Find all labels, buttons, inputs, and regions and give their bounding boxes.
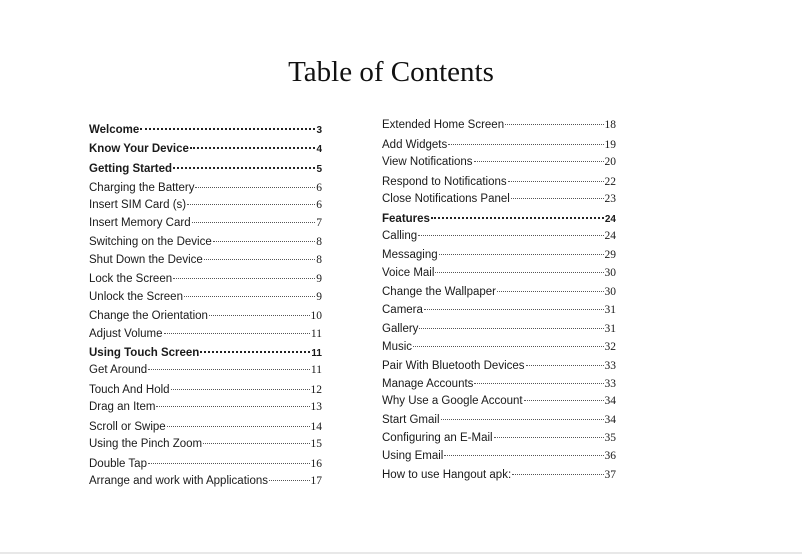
dot-leader	[167, 426, 310, 427]
page-title: Table of Contents	[288, 56, 494, 88]
dot-leader	[195, 187, 315, 188]
toc-entry[interactable]	[89, 162, 322, 177]
toc-entry-page-number: 34	[604, 414, 616, 426]
dot-leader	[173, 167, 315, 169]
toc-entry-page-number: 6	[316, 199, 322, 211]
toc-entry-label: Music	[382, 341, 413, 353]
toc-entry[interactable]	[382, 192, 616, 206]
dot-leader	[512, 474, 603, 475]
toc-entry-label: Gallery	[382, 323, 419, 335]
toc-entry-label: Shut Down the Device	[89, 254, 203, 266]
dot-leader	[184, 296, 315, 297]
dot-leader	[505, 124, 603, 125]
toc-entry-page-number: 36	[604, 450, 616, 462]
dot-leader	[187, 204, 315, 205]
dot-leader	[204, 259, 315, 260]
toc-entry-label: Switching on the Device	[89, 236, 212, 248]
toc-entry-page-number: 11	[310, 364, 322, 376]
dot-leader	[511, 198, 604, 199]
toc-entry-label: Welcome	[89, 124, 140, 136]
toc-entry-label: Drag an Item	[89, 401, 156, 413]
dot-leader	[190, 147, 316, 149]
toc-entry-label: Double Tap	[89, 458, 147, 470]
dot-leader	[497, 291, 603, 292]
toc-entry-page-number: 23	[604, 193, 616, 205]
dot-leader	[435, 272, 603, 273]
toc-entry-page-number: 30	[604, 286, 616, 298]
toc-entry-page-number: 8	[316, 236, 322, 248]
toc-entry[interactable]	[89, 181, 322, 195]
toc-entry[interactable]	[382, 175, 616, 189]
toc-entry[interactable]	[89, 198, 322, 212]
dot-leader	[418, 235, 603, 236]
toc-entry-label: Insert Memory Card	[89, 217, 191, 229]
toc-entry[interactable]	[89, 327, 322, 341]
dot-leader	[209, 315, 310, 316]
toc-entry-page-number: 13	[310, 401, 322, 413]
toc-entry-label: View Notifications	[382, 156, 473, 168]
dot-leader	[164, 333, 310, 334]
toc-entry-label: Pair With Bluetooth Devices	[382, 360, 525, 372]
toc-entry[interactable]	[89, 346, 322, 361]
dot-leader	[269, 480, 310, 481]
dot-leader	[424, 309, 604, 310]
toc-entry-label: Change the Wallpaper	[382, 286, 497, 298]
toc-entry-label: Get Around	[89, 364, 148, 376]
toc-entry-page-number: 12	[310, 384, 322, 396]
toc-entry[interactable]	[89, 400, 322, 414]
toc-entry[interactable]	[382, 303, 616, 317]
toc-entry[interactable]	[382, 266, 616, 280]
toc-entry[interactable]	[89, 272, 322, 286]
toc-entry[interactable]	[89, 363, 322, 377]
toc-entry-page-number: 32	[604, 341, 616, 353]
toc-entry-label: Extended Home Screen	[382, 119, 505, 131]
toc-entry[interactable]	[89, 309, 322, 323]
dot-leader	[448, 144, 603, 145]
toc-entry[interactable]	[382, 155, 616, 169]
dot-leader	[171, 389, 310, 390]
dot-leader	[441, 419, 604, 420]
toc-entry[interactable]	[382, 468, 616, 482]
toc-entry-label: Calling	[382, 230, 418, 242]
toc-entry-label: Unlock the Screen	[89, 291, 183, 303]
dot-leader	[173, 278, 315, 279]
dot-leader	[526, 365, 604, 366]
dot-leader	[413, 346, 603, 347]
toc-entry-label: Lock the Screen	[89, 273, 173, 285]
toc-entry-label: Scroll or Swipe	[89, 421, 166, 433]
dot-leader	[140, 128, 315, 130]
toc-entry-label: Getting Started	[89, 163, 173, 175]
toc-entry[interactable]	[382, 212, 616, 227]
toc-entry-page-number: 33	[604, 378, 616, 390]
toc-entry-page-number: 3	[316, 125, 322, 136]
toc-entry-label: Change the Orientation	[89, 310, 208, 322]
toc-entry-page-number: 10	[310, 310, 322, 322]
toc-entry-page-number: 24	[604, 214, 616, 225]
toc-entry-page-number: 11	[311, 348, 322, 359]
toc-entry-page-number: 35	[604, 432, 616, 444]
toc-entry-label: Know Your Device	[89, 143, 189, 155]
toc-entry-page-number: 9	[316, 291, 322, 303]
toc-entry[interactable]	[382, 229, 616, 243]
toc-entry-page-number: 5	[316, 164, 322, 175]
dot-leader	[200, 351, 310, 353]
toc-entry-label: Using Email	[382, 450, 444, 462]
dot-leader	[419, 328, 603, 329]
toc-entry[interactable]	[382, 431, 616, 445]
dot-leader	[439, 254, 604, 255]
toc-entry-page-number: 4	[316, 144, 322, 155]
toc-entry-label: Insert SIM Card (s)	[89, 199, 187, 211]
dot-leader	[474, 161, 604, 162]
toc-entry-page-number: 16	[310, 458, 322, 470]
toc-entry[interactable]	[382, 138, 616, 152]
dot-leader	[156, 406, 309, 407]
dot-leader	[508, 181, 604, 182]
toc-entry[interactable]	[382, 377, 616, 391]
dot-leader	[444, 455, 603, 456]
dot-leader	[213, 241, 316, 242]
toc-entry-page-number: 9	[316, 273, 322, 285]
toc-entry-page-number: 34	[604, 395, 616, 407]
toc-entry-label: How to use Hangout apk:	[382, 469, 512, 481]
dot-leader	[524, 400, 604, 401]
toc-entry[interactable]	[89, 474, 322, 488]
toc-entry-label: Start Gmail	[382, 414, 440, 426]
toc-entry[interactable]	[382, 413, 616, 427]
toc-entry-page-number: 14	[310, 421, 322, 433]
toc-entry[interactable]	[382, 394, 616, 408]
toc-entry[interactable]	[89, 383, 322, 397]
toc-entry-page-number: 30	[604, 267, 616, 279]
toc-entry-page-number: 6	[316, 182, 322, 194]
toc-entry-page-number: 31	[604, 304, 616, 316]
toc-entry[interactable]	[382, 285, 616, 299]
toc-entry-label: Close Notifications Panel	[382, 193, 510, 205]
dot-leader	[474, 383, 603, 384]
toc-entry-label: Using the Pinch Zoom	[89, 438, 203, 450]
toc-entry-page-number: 29	[604, 249, 616, 261]
toc-entry[interactable]	[382, 449, 616, 463]
toc-entry[interactable]	[89, 123, 322, 138]
toc-entry[interactable]	[89, 235, 322, 249]
toc-entry[interactable]	[89, 253, 322, 267]
toc-entry-label: Manage Accounts	[382, 378, 474, 390]
toc-entry-page-number: 11	[310, 328, 322, 340]
toc-entry[interactable]	[89, 290, 322, 304]
toc-entry-label: Voice Mail	[382, 267, 435, 279]
toc-entry-page-number: 15	[310, 438, 322, 450]
toc-entry-page-number: 37	[604, 469, 616, 481]
toc-entry-label: Using Touch Screen	[89, 347, 200, 359]
toc-entry[interactable]	[89, 437, 322, 451]
toc-entry[interactable]	[89, 420, 322, 434]
toc-entry[interactable]	[89, 457, 322, 471]
toc-entry-label: Add Widgets	[382, 139, 448, 151]
toc-entry-page-number: 22	[604, 176, 616, 188]
toc-entry-label: Charging the Battery	[89, 182, 195, 194]
toc-entry-page-number: 18	[604, 119, 616, 131]
toc-entry-label: Respond to Notifications	[382, 176, 507, 188]
toc-entry-label: Arrange and work with Applications	[89, 475, 268, 487]
toc-entry-label: Configuring an E-Mail	[382, 432, 493, 444]
toc-entry[interactable]	[382, 118, 616, 132]
toc-entry-page-number: 7	[316, 217, 322, 229]
toc-entry[interactable]	[382, 340, 616, 354]
toc-entry-page-number: 31	[604, 323, 616, 335]
toc-entry[interactable]	[382, 322, 616, 336]
toc-entry-page-number: 24	[604, 230, 616, 242]
dot-leader	[148, 463, 310, 464]
toc-entry-label: Adjust Volume	[89, 328, 163, 340]
toc-entry-page-number: 20	[604, 156, 616, 168]
toc-entry-label: Features	[382, 213, 430, 225]
toc-entry-page-number: 8	[316, 254, 322, 266]
dot-leader	[148, 369, 310, 370]
dot-leader	[431, 217, 604, 219]
toc-entry-label: Camera	[382, 304, 423, 316]
toc-entry[interactable]	[382, 248, 616, 262]
dot-leader	[192, 222, 316, 223]
toc-entry[interactable]	[89, 142, 322, 157]
toc-entry-page-number: 33	[604, 360, 616, 372]
toc-entry-page-number: 17	[310, 475, 322, 487]
toc-entry-label: Messaging	[382, 249, 438, 261]
toc-entry[interactable]	[382, 359, 616, 373]
dot-leader	[203, 443, 309, 444]
toc-entry-page-number: 19	[604, 139, 616, 151]
toc-entry-label: Why Use a Google Account	[382, 395, 523, 407]
toc-entry[interactable]	[89, 216, 322, 230]
toc-entry-label: Touch And Hold	[89, 384, 170, 396]
dot-leader	[494, 437, 604, 438]
